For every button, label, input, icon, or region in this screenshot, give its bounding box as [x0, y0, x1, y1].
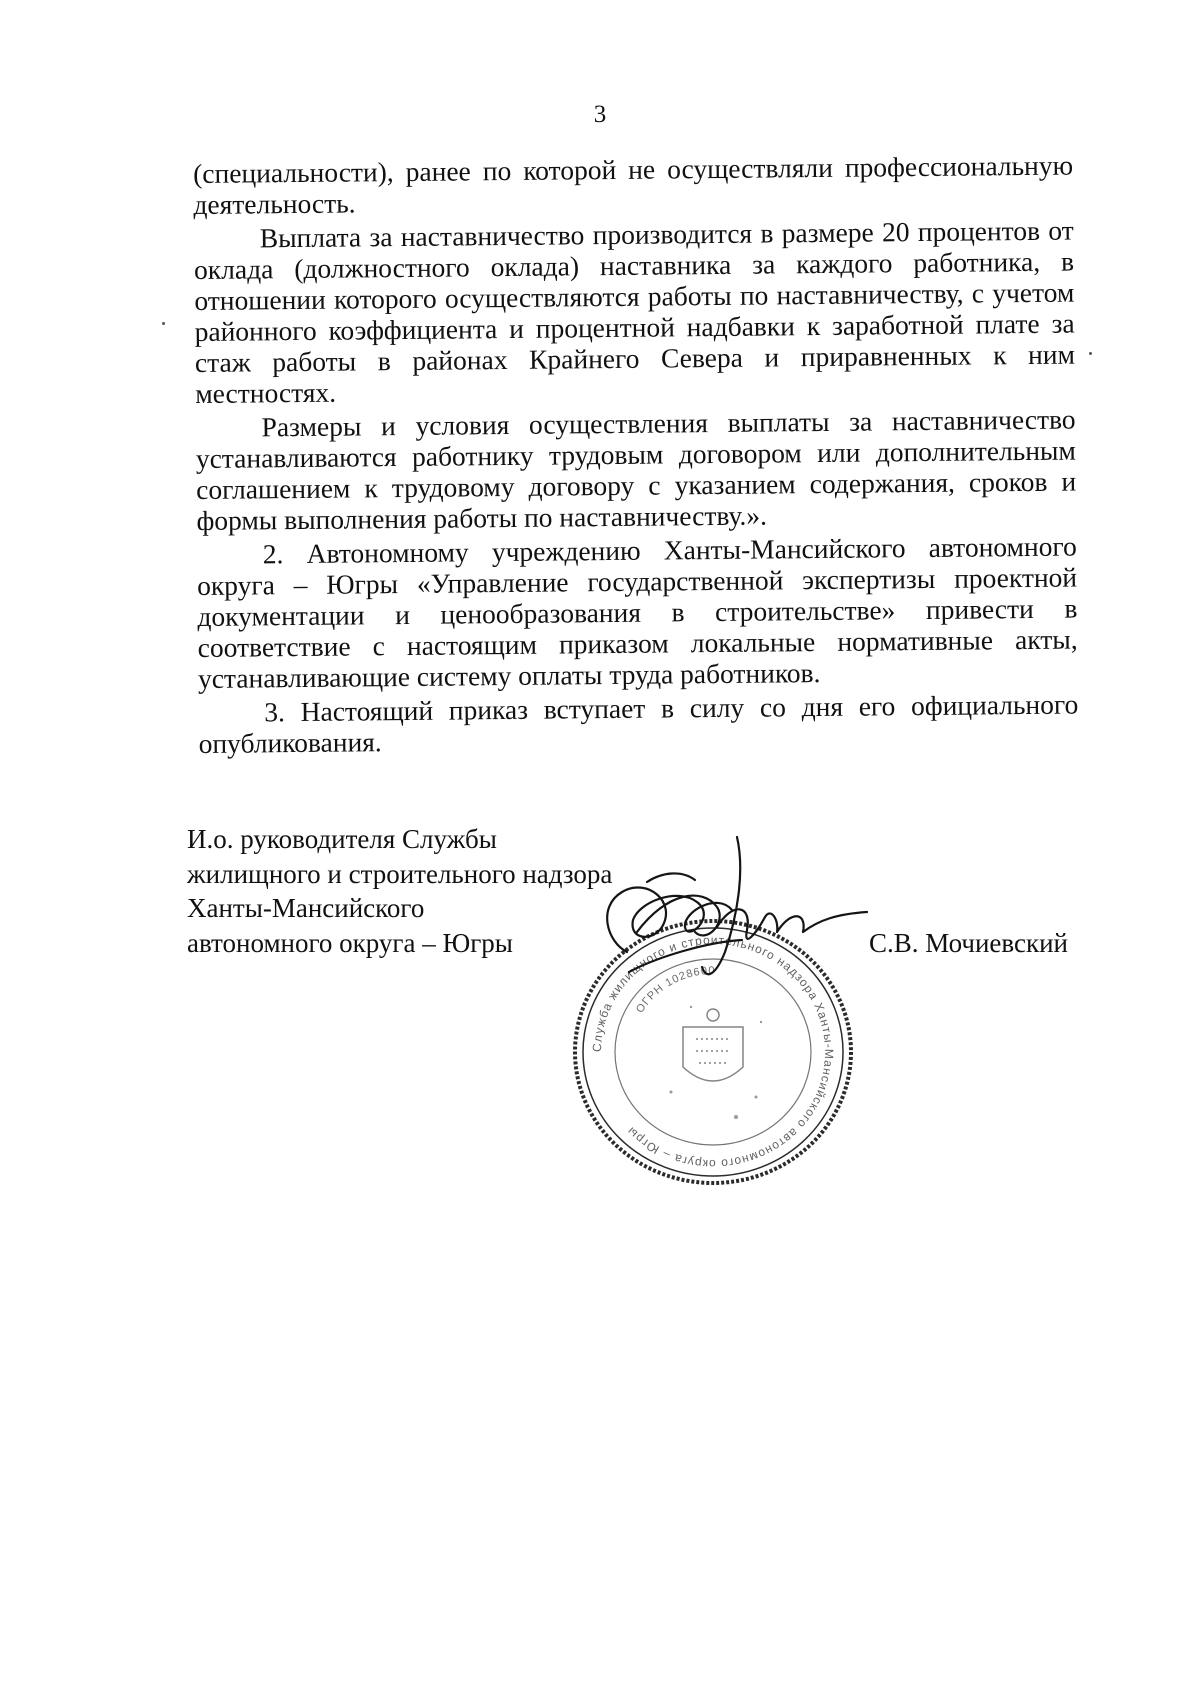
position-line: автономного округа – Югры [187, 927, 513, 958]
signatory-name: С.В. Мочиевский [869, 928, 1069, 958]
stamp-inner-text: ОГРН 1028600 [633, 964, 716, 1016]
scan-speck [1089, 352, 1092, 355]
position-line: И.о. руководителя Службы [187, 824, 497, 854]
scan-speck [162, 322, 165, 325]
handwritten-signature [567, 832, 887, 1012]
paragraph-payment-conditions: Размеры и условия осуществления выплаты за наставничество устанавливаются работнику трудовым договором или дополнительным соглашением к трудовому договору с указанием содержания, сроков и формы выполнения работы по наставничеству.». [195, 403, 1077, 536]
coat-of-arms-icon [683, 1009, 743, 1081]
stamp-outer-text: Служба жилищного и строительного надзора Ханты-Мансийского автономного округа – Югры [589, 932, 837, 1172]
paragraph-continuation: (специальности), ранее по которой не осуществляли профессиональную деятельность. [193, 149, 1074, 220]
paragraph-item-3: 3. Настоящий приказ вступает в силу со дня его официального опубликования. [198, 688, 1079, 759]
position-line: Ханты-Мансийского [187, 893, 425, 923]
paragraph-item-2: 2. Автономному учреждению Ханты-Мансийского автономного округа – Югры «Управление государственной экспертизы проектной документации и ценообразования в строительстве» привести в соответствие с настоящим приказом локальные нормативные акты, устанавливающие систему оплаты труда работников. [196, 530, 1078, 694]
document-body [193, 150, 1079, 762]
signature-block [187, 822, 1087, 1182]
page-number: 3 [593, 101, 607, 128]
position-line: жилищного и строительного надзора [187, 858, 613, 889]
paragraph-mentorship-payment: Выплата за наставничество производится в размере 20 процентов от оклада (должностного оклада) наставника за каждого работника, в отношении которого осуществляются работы по наставничеству, с учетом районного коэффициента и процентной надбавки к заработной плате за стаж работы в районах Крайнего Севера и приравненных к ним местностях. [193, 214, 1076, 409]
signer-position [187, 822, 612, 960]
